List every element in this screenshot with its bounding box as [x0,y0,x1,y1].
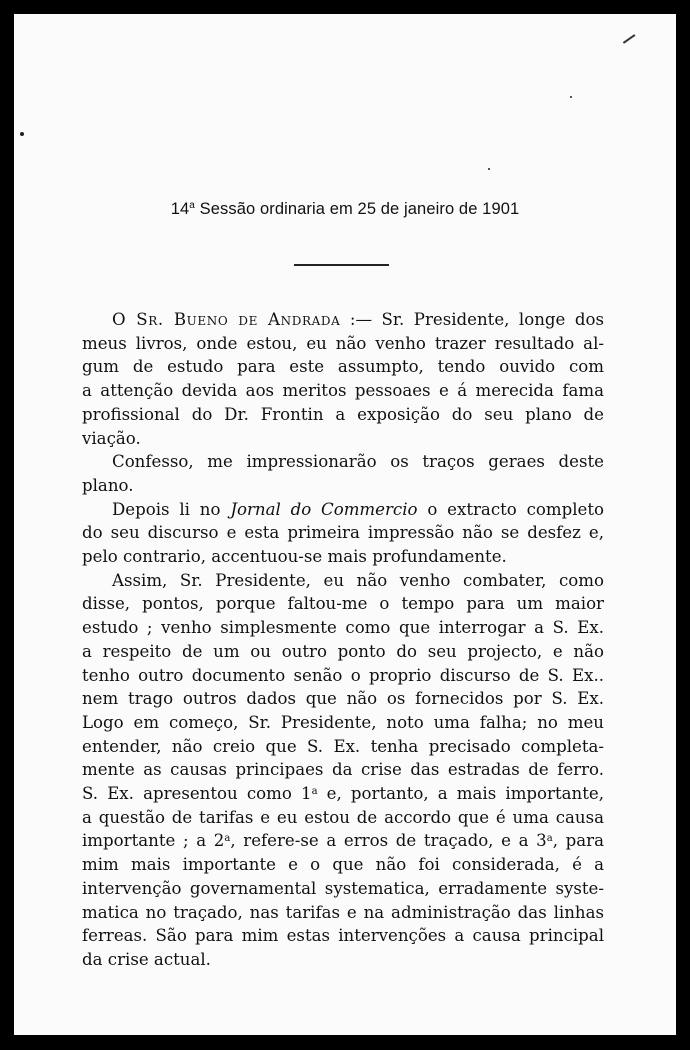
scan-speck [488,168,490,170]
text-line: S. Ex. apresentou como 1$^a$ e, portanto, a mais importante, [82,784,604,804]
text-line: gum de estudo para este assumpto, tendo ouvido com [82,357,604,377]
document-page [14,14,676,1035]
scan-speck [570,96,572,98]
text-line: plano. [82,475,134,495]
ordinal-suffix: a [189,200,195,211]
text-line: importante ; a 2$^a$, refere-se a erros de traçado, e a 3$^a$, para [82,831,605,851]
text-line: entender, não creio que S. Ex. tenha precisado completa- [82,736,604,756]
text-line: a questão de tarifas e eu estou de accordo que é uma causa [82,807,604,827]
heading-divider [294,264,389,266]
text-line: disse, pontos, porque faltou-me o tempo para um maior [82,594,604,614]
scan-mark [623,34,635,43]
text-line: Assim, Sr. Presidente, eu não venho combater, como [112,570,604,590]
text-line: profissional do Dr. Frontin a exposição do seu plano de [82,404,604,424]
text-line: mim mais importante e o que não foi considerada, é a [82,855,604,875]
speech-text [82,308,604,972]
text-line: matica no traçado, nas tarifas e na administração das linhas [82,902,604,922]
text-line: a attenção devida aos meritos pessoaes e á merecida fama [82,381,604,401]
text-line: a respeito de um ou outro ponto do seu projecto, e não [82,641,604,661]
text-line: tenho outro documento senão o proprio discurso de S. Ex.. [82,665,604,685]
text-line: Logo em começo, Sr. Presidente, noto uma falha; no meu [82,712,604,732]
text-line: estudo ; venho simplesmente como que interrogar a S. Ex. [82,618,604,638]
text-line: Depois li no Jornal do Commercio o extracto completo [112,499,605,519]
text-line: meus livros, onde estou, eu não venho trazer resultado al- [82,333,604,353]
text-line: do seu discurso e esta primeira impressão não se desfez e, [82,523,604,543]
text-line: pelo contrario, accentuou-se mais profundamente. [82,547,507,567]
text-line: Confesso, me impressionarão os traços geraes deste [112,452,604,472]
scan-speck [20,132,24,136]
text-line: O Sr. Bueno de Andrada :— Sr. Presidente, longe dos [112,310,604,329]
text-line: ferreas. São para mim estas intervenções a causa principal [82,926,604,946]
session-title: Sessão ordinaria em 25 de janeiro de 1901 [199,200,520,218]
session-heading [14,200,676,219]
text-line: nem trago outros dados que não os fornecidos por S. Ex. [82,689,604,709]
text-line: viação. [82,428,141,448]
text-line: mente as causas principaes da crise das estradas de ferro. [82,760,604,780]
text-line: da crise actual. [82,949,211,969]
session-number: 14 [170,200,190,218]
text-line: intervenção governamental systematica, erradamente syste- [82,878,604,898]
journal-title: Jornal do Commercio [230,499,418,519]
speaker-name: O Sr. Bueno de Andrada [112,310,341,329]
